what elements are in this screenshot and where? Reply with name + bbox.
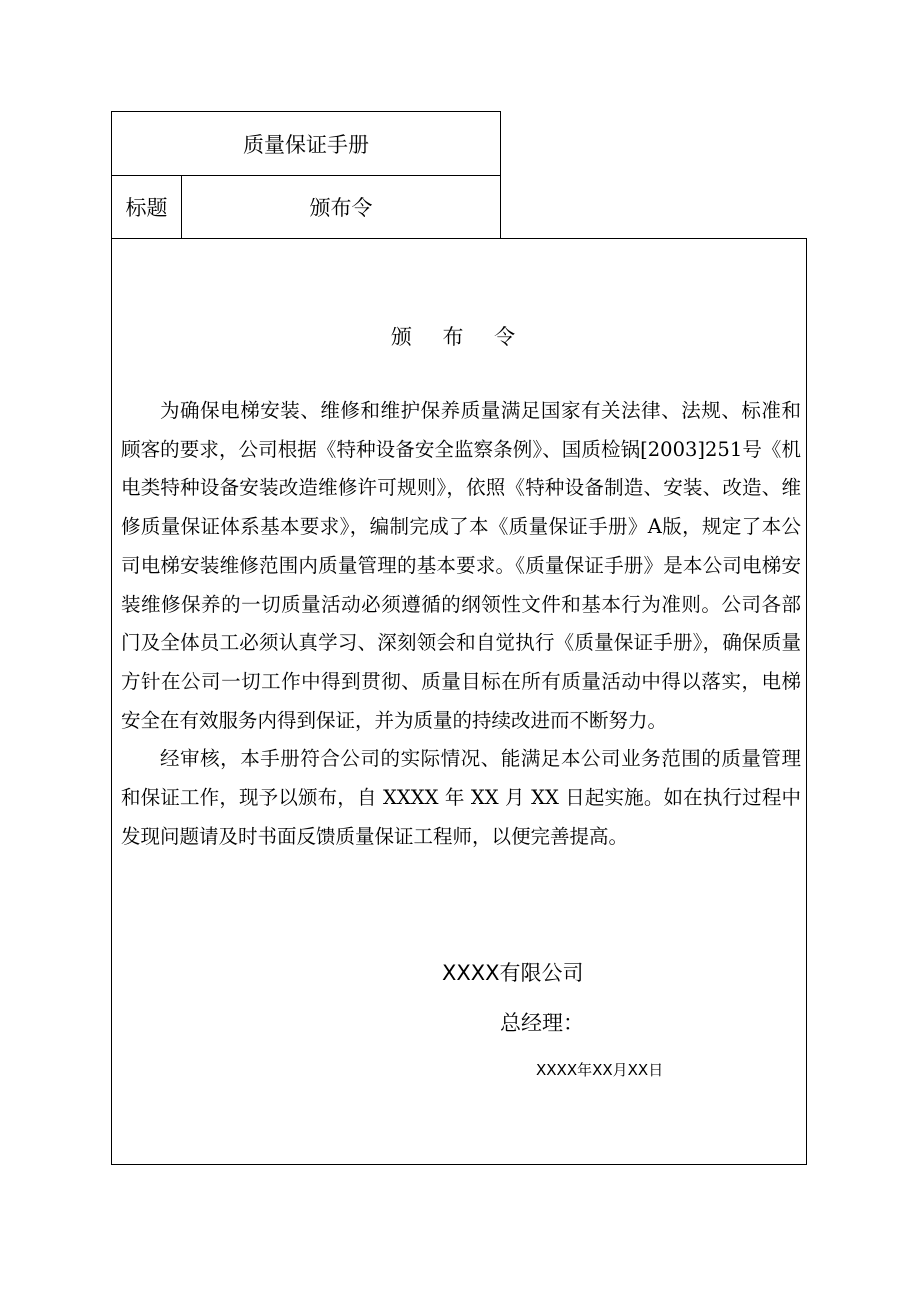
paragraph-1: 为确保电梯安装、维修和维护保养质量满足国家有关法律、法规、标准和顾客的要求，公司根据《特种设备安全监察条例》、国质检锅[2003]251号《机电类特种设备安装改造维修许可规则》，依照《特种设备制造、安装、改造、维修质量保证体系基本要求》，编制完成了本《质量保证手册》A版，规定了本公司电梯安装维修范围内质量管理的基本要求。《质量保证手册》是本公司电梯安装维修保养的一切质量活动必须遵循的纲领性文件和基本行为准则。公司各部门及全体员工必须认真学习、深刻领会和自觉执行《质量保证手册》，确保质量方针在公司一切工作中得到贯彻、质量目标在所有质量活动中得以落实，电梯安全在有效服务内得到保证，并为质量的持续改进而不断努力。 [121,399,801,732]
header-table [111,111,501,239]
paragraph-2: 经审核，本手册符合公司的实际情况、能满足本公司业务范围的质量管理和保证工作，现予以颁布，自 XXXX 年 XX 月 XX 日起实施。如在执行过程中发现问题请及时书面反馈质量保证工程师，以便完善提高。 [121,747,801,848]
company-name: XXXX有限公司 [442,961,584,985]
general-manager-signature: 总经理： [500,1011,584,1035]
title-value: 颁布令 [309,196,373,220]
issue-date: XXXX年XX月XX日 [536,1061,664,1079]
document-text [121,392,801,856]
document-title: 颁 布 令 [390,325,528,349]
title-label: 标题 [112,176,182,238]
manual-title: 质量保证手册 [112,112,500,176]
document-body [111,238,807,1165]
